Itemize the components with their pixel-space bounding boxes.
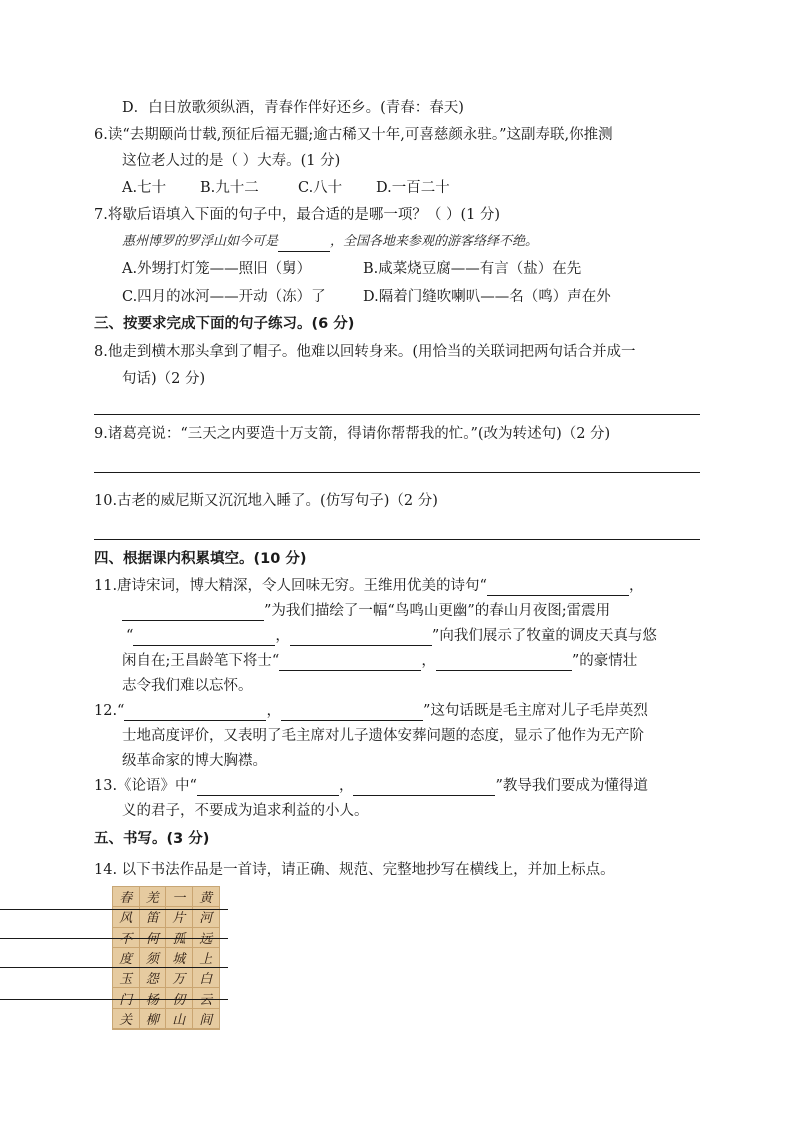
q8-question-line2: 句话)（2 分) bbox=[122, 371, 206, 387]
q11-blank-1[interactable] bbox=[487, 579, 629, 596]
q11-line2 bbox=[122, 601, 610, 621]
calligraphy-character: 柳 bbox=[140, 1009, 167, 1029]
calligraphy-artwork bbox=[112, 886, 220, 1030]
q11-open-quote-1: “ bbox=[126, 628, 134, 644]
section-5-heading: 五、书写。(3 分) bbox=[94, 831, 210, 847]
calligraphy-character: 何 bbox=[140, 928, 167, 948]
q7-option-b: B.咸菜烧豆腐——有言（盐）在先 bbox=[363, 261, 582, 277]
q12-blank-1[interactable] bbox=[124, 704, 266, 721]
q13-comma: ， bbox=[338, 778, 354, 794]
q6-question-line2: 这位老人过的是（ ）大寿。(1 分) bbox=[122, 153, 341, 169]
calligraphy-character: 上 bbox=[193, 948, 220, 968]
calligraphy-character: 风 bbox=[113, 907, 140, 927]
q13-line2: 义的君子，不要成为追求利益的小人。 bbox=[122, 803, 369, 819]
calligraphy-character: 云 bbox=[193, 988, 220, 1008]
calligraphy-character: 黄 bbox=[193, 887, 220, 907]
calligraphy-character: 仞 bbox=[166, 988, 193, 1008]
q11-line3 bbox=[126, 626, 657, 646]
calligraphy-character: 怨 bbox=[140, 968, 167, 988]
q6-option-a: A.七十 bbox=[122, 180, 167, 196]
q8-question-line1: 8.他走到横木那头拿到了帽子。他难以回转身来。(用恰当的关联词把两句话合并成一 bbox=[94, 344, 636, 360]
q7-option-a: A.外甥打灯笼——照旧（舅） bbox=[122, 261, 312, 277]
calligraphy-character: 片 bbox=[166, 907, 193, 927]
calligraphy-character: 羌 bbox=[140, 887, 167, 907]
calligraphy-character: 关 bbox=[113, 1009, 140, 1029]
q11-blank-4[interactable] bbox=[290, 629, 432, 646]
calligraphy-character: 河 bbox=[193, 907, 220, 927]
q7-option-c: C.四月的冰河——开动（冻）了 bbox=[122, 289, 326, 305]
q12-text-a: 12.“ bbox=[94, 703, 125, 719]
calligraphy-character: 杨 bbox=[140, 988, 167, 1008]
calligraphy-character: 一 bbox=[166, 887, 193, 907]
q7-blank[interactable] bbox=[278, 235, 330, 252]
q11-text-d: 闲自在;王昌龄笔下将士“ bbox=[122, 653, 280, 669]
section-4-heading: 四、根据课内积累填空。(10 分) bbox=[94, 551, 307, 567]
q12-line1 bbox=[94, 701, 648, 721]
q14-question: 14. 以下书法作品是一首诗，请正确、规范、完整地抄写在横线上，并加上标点。 bbox=[94, 862, 615, 878]
calligraphy-character: 玉 bbox=[113, 968, 140, 988]
writing-line-2[interactable] bbox=[0, 938, 228, 939]
writing-line-3[interactable] bbox=[0, 967, 228, 968]
q11-line5: 志令我们难以忘怀。 bbox=[122, 678, 253, 694]
q6-option-d: D.一百二十 bbox=[376, 180, 450, 196]
q11-comma-3: ， bbox=[421, 653, 436, 669]
q6-option-c: C.八十 bbox=[298, 180, 343, 196]
q7-option-d: D.隔着门缝吹喇叭——名（鸣）声在外 bbox=[363, 289, 611, 305]
q11-line1 bbox=[94, 576, 643, 596]
q11-text-b: ”为我们描绘了一幅“鸟鸣山更幽”的春山月夜图;雷震用 bbox=[264, 603, 611, 619]
q6-question-line1: 6.读“去期颐尚廿载,预征后福无疆;逾古稀又十年,可喜慈颜永驻。”这副寿联,你推测 bbox=[94, 127, 613, 143]
calligraphy-character: 万 bbox=[166, 968, 193, 988]
calligraphy-character: 孤 bbox=[166, 928, 193, 948]
q13-blank-2[interactable] bbox=[353, 779, 495, 796]
q13-text-b: ”教导我们要成为懂得道 bbox=[495, 778, 648, 794]
q11-blank-5[interactable] bbox=[279, 654, 421, 671]
q10-answer-line[interactable] bbox=[94, 539, 700, 540]
calligraphy-character: 白 bbox=[193, 968, 220, 988]
section-3-heading: 三、按要求完成下面的句子练习。(6 分) bbox=[94, 316, 355, 332]
q11-blank-2[interactable] bbox=[122, 604, 264, 621]
calligraphy-character: 城 bbox=[166, 948, 193, 968]
calligraphy-character: 须 bbox=[140, 948, 167, 968]
q11-blank-6[interactable] bbox=[436, 654, 572, 671]
calligraphy-character: 门 bbox=[113, 988, 140, 1008]
q11-line4 bbox=[122, 651, 637, 671]
q13-line1 bbox=[94, 776, 648, 796]
q7-sentence-end: ，全国各地来参观的游客络绎不绝。 bbox=[330, 234, 539, 249]
calligraphy-character: 间 bbox=[193, 1009, 220, 1029]
q12-text-b: ”这句话既是毛主席对儿子毛岸英烈 bbox=[422, 703, 648, 719]
q8-answer-line[interactable] bbox=[94, 414, 700, 415]
q12-line2: 士地高度评价，又表明了毛主席对儿子遗体安葬问题的态度，显示了他作为无产阶 bbox=[122, 728, 644, 744]
writing-line-1[interactable] bbox=[0, 909, 228, 910]
q7-handwritten-sentence bbox=[122, 232, 538, 252]
q5-option-d: D．白日放歌须纵酒，青春作伴好还乡。(青春：春天) bbox=[122, 100, 464, 116]
q12-line3: 级革命家的博大胸襟。 bbox=[122, 753, 267, 769]
q13-text-a: 13.《论语》中“ bbox=[94, 778, 197, 794]
q11-comma-2: ， bbox=[275, 628, 290, 644]
calligraphy-character: 笛 bbox=[140, 907, 167, 927]
q10-question: 10.古老的威尼斯又沉沉地入睡了。(仿写句子)（2 分) bbox=[94, 493, 438, 509]
calligraphy-character: 春 bbox=[113, 887, 140, 907]
q12-blank-2[interactable] bbox=[281, 704, 423, 721]
q9-answer-line[interactable] bbox=[94, 472, 700, 473]
calligraphy-character: 远 bbox=[193, 928, 220, 948]
q7-question: 7.将歇后语填入下面的句子中，最合适的是哪一项？（ ）(1 分) bbox=[94, 207, 501, 223]
calligraphy-character: 不 bbox=[113, 928, 140, 948]
writing-line-4[interactable] bbox=[0, 999, 228, 1000]
q11-comma-1: ， bbox=[628, 578, 644, 594]
q12-comma: ， bbox=[266, 703, 281, 719]
q9-question: 9.诸葛亮说：“三天之内要造十万支箭，得请你帮帮我的忙。”(改为转述句)（2 分) bbox=[94, 426, 611, 442]
q11-blank-3[interactable] bbox=[133, 629, 275, 646]
calligraphy-character: 山 bbox=[166, 1009, 193, 1029]
q11-text-a: 11.唐诗宋词，博大精深，令人回味无穷。王维用优美的诗句“ bbox=[94, 578, 487, 594]
q11-text-e: ”的豪情壮 bbox=[571, 653, 638, 669]
q13-blank-1[interactable] bbox=[197, 779, 339, 796]
q6-option-b: B.九十二 bbox=[200, 180, 259, 196]
q11-text-c: ”向我们展示了牧童的调皮天真与悠 bbox=[431, 628, 657, 644]
q7-sentence-start: 惠州博罗的罗浮山如今可是 bbox=[122, 234, 279, 249]
calligraphy-character: 度 bbox=[113, 948, 140, 968]
